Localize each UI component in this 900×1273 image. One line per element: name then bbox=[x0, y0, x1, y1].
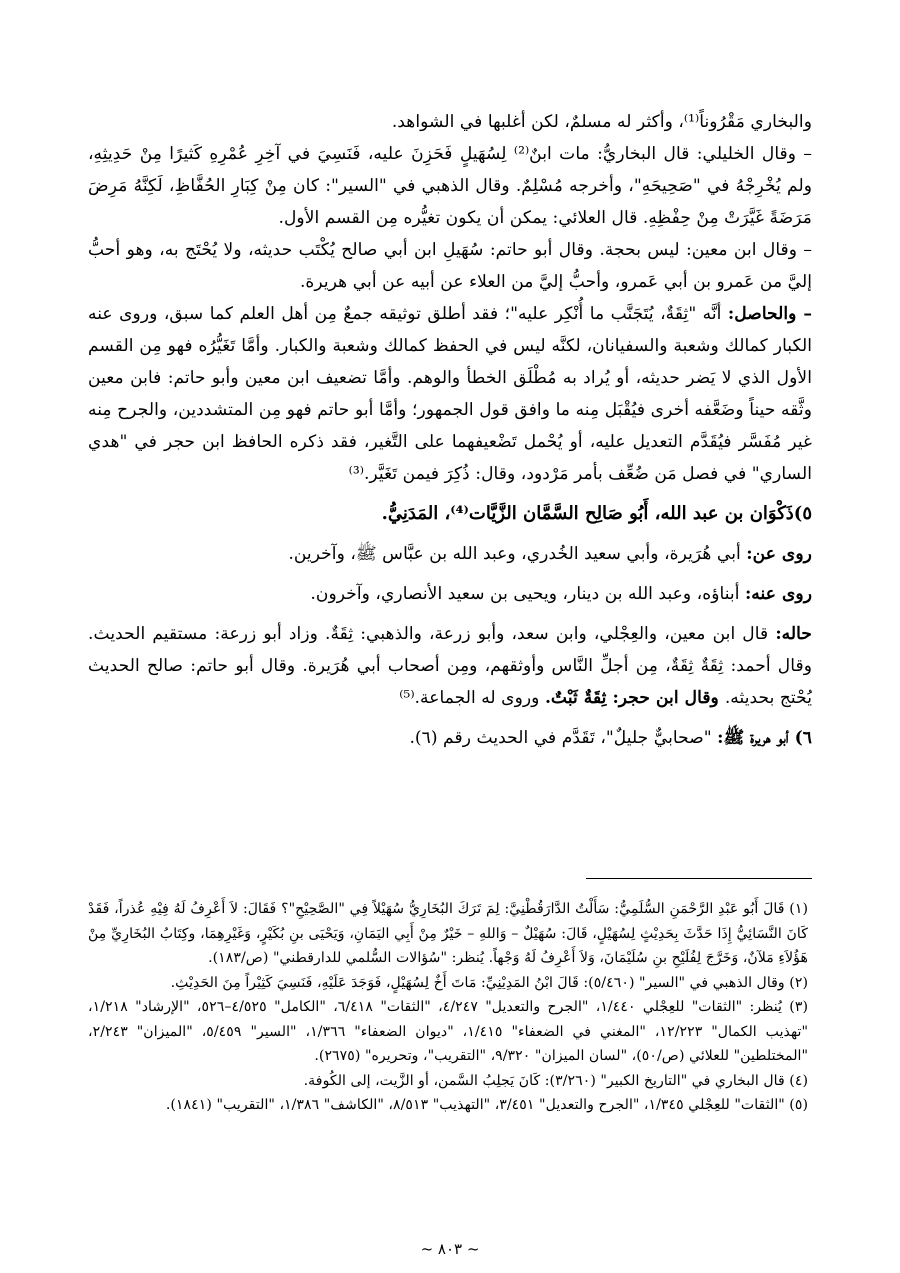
narrator-status-text: قال ابن معين، والعِجْلي، وابن سعد، وأبو زرعة، والذهبي: ثِقَةٌ. وزاد أبو زرعة: مستقيم الحديث. وقال أحمد: ثِقَةٌ ثِقَةٌ، مِن أجلِّ النَّاس وأوثقهم، ومِن أصحاب أبي هُرَيرة. وقال أبو حاتم: صالح الحديث يُحْتج بحديثه. bbox=[88, 624, 812, 708]
paragraph-4 bbox=[88, 298, 812, 490]
footnotes bbox=[88, 897, 808, 1118]
footnote-2: (٢) وقال الذهبي في "السير" (٥/٤٦٠): قَالَ ابْنُ المَدِيْنِيِّ: مَاتَ أَخٌ لِسُهَيْلٍ، فَوَجَدَ عَلَيْهِ، فَنَسِيَ كَثِيْراً مِنَ الحَدِيْثِ. bbox=[170, 974, 808, 991]
conclusion-text: أنَّه "ثِقَةٌ، يُتَجَنَّب ما أُنْكِر عليه"؛ فقد أطلق توثيقه جمعٌ مِن أهل العلم كما سبق، وروى عنه الكبار كمالك وشعبة والسفيانان، لكنَّه ليس في الحفظ كمالك وشعبة والكبار. وأمَّا تَغَيُّرُه فهو مِن القسم الأول الذي لا يَضر حديثه، أو يُراد به مُطْلَق الخطأ والوهم. وأمَّا تضعيف ابن معين وأبو حاتم: فابن معين وثَّقه حيناً وضَعَّفه أخرى فيُقْبَل مِنه ما وافق قول الجمهور؛ وأمَّا أبو حاتم فهو مِن المتشددين، والجرح مِنه غير مُفَسَّر فيُقَدَّم التعديل عليه، أو يُحْمل تَضْعيفهما على التَّغير، فقد ذكره الحافظ ابن حجر في "هدي الساري" في فصل مَن ضُعِّف بأمر مَرْدود، وقال: ذُكِرَ فيمن تَغَيَّر.⁽³⁾ bbox=[88, 304, 812, 484]
narrator-status-label: حاله: bbox=[775, 624, 812, 644]
narrated-by-text: أبناؤه، وعبد الله بن دينار، ويحيى بن سعيد الأنصاري، وآخرون. bbox=[310, 584, 745, 604]
next-narrator-label: ٦) أبو هريرة ﷺ: bbox=[717, 728, 812, 748]
page-number: ~ ٨٠٣ ~ bbox=[420, 1240, 480, 1258]
conclusion-label: – والحاصل: bbox=[727, 304, 812, 324]
footnote-4: (٤) قال البخاري في "التاريخ الكبير" (٣/٢٦٠): كَانَ يَجلِبُ السَّمن، أو الزَّيت، إلى الكُوفة. bbox=[303, 1072, 808, 1089]
ibn-hajar-verdict: وقال ابن حجر: ثِقَةٌ ثَبْتٌ. bbox=[544, 688, 725, 708]
paragraph-3: – وقال ابن معين: ليس بحجة. وقال أبو حاتم: سُهَيلِ ابن أبي صالح يُكْتَب حديثه، ولا يُحْتَج به، وهو أحبُّ إليَّ من عَمرو بن أبي عَمرو، وأحبُّ إليَّ من العلاء عن أبيه عن أبي هريرة. bbox=[88, 240, 812, 292]
footnote-5: (٥) "الثقات" للعِجْلي ١/٣٤٥، "الجرح والتعديل" ٣/٤٥١، "التهذيب" ٨/٥١٣، "الكاشف" ١/٣٨٦، "التقريب" (١٨٤١). bbox=[165, 1097, 808, 1113]
narrator-heading: ٥)ذَكْوَان بن عبد الله، أَبُو صَالِح السَّمَّان الزَّيَّات⁽⁴⁾، المَدَنِيُّ. bbox=[381, 503, 812, 524]
narrated-by-label: روى عنه: bbox=[744, 584, 812, 604]
footnote-1: (١) قَالَ أَبُو عَبْدِ الرَّحْمَنِ السُّلَمِيُّ: سَأَلْتُ الدَّارَقُطْنِيَّ: لِمَ تَرَكَ البُخَارِيُّ سُهَيْلاً فِي "الصَّحِيْحِ"؟ فَقَالَ: لاَ أَعْرِفُ لَهُ فِيْهِ عُذراً، فَقَدْ كَانَ النَّسَائِيُّ إِذَا حَدَّثَ بِحَدِيْثٍ لِسُهَيْلٍ، قَالَ: سُهَيْلٌ – وَاللهِ – خَيْرٌ مِنْ أَبِي اليَمَانِ، وَيَحْيَى بنِ بُكَيْرٍ، وَغَيْرِهِمَا، وكِتَابُ البُخَارِيِّ مِنْ هَؤُلاَءِ مَلآنٌ، وَخَرَّجَ لِفُلَيْحِ بنِ سُلَيْمَانَ، وَلاَ أَعْرِفُ لَهُ وَجْهاً. يُنظر: "سُؤالات السُّلمي للدارقطني" (ص/١٨٣). bbox=[88, 901, 808, 966]
footnote-divider bbox=[586, 878, 812, 879]
next-narrator bbox=[88, 722, 812, 754]
paragraph-2: – وقال الخليلي: قال البخاريُّ: مات ابنٌ⁽²⁾ لِسُهَيلٍ فَحَزِنَ عليه، فَنَسِيَ في آخِرِ عُمْرِهِ كَثيرًا مِنْ حَدِيثِهِ، ولم يُخْرِجْهُ في "صَحِيحَهِ"، وأخرجه مُسْلِمٌ. وقال الذهبي في "السير": كان مِنْ كِبَارِ الحُفَّاظِ، لَكِنَّهُ مَرِضَ مَرَضَةً غَيَّرَتْ مِنْ حِفْظِهِ. قال العلائي: يمكن أن يكون تغيُّره مِن القسم الأول. bbox=[88, 144, 812, 228]
main-text bbox=[88, 106, 812, 754]
narrator-status bbox=[88, 618, 812, 714]
narrated-from bbox=[88, 538, 812, 570]
narrated-from-text: أبي هُرَيرة، وأبي سعيد الخُدري، وعبد الله بن عبَّاس ﷺ، وآخرين. bbox=[288, 544, 747, 564]
footnote-3: (٣) يُنظر: "الثقات" للعِجْلي ١/٤٤٠، "الجرح والتعديل" ٤/٢٤٧، "الثقات" ٦/٤١٨، "الكامل" ٤/٥٢٥–٥٢٦، "الإرشاد" ١/٢١٨، "تهذيب الكمال" ١٢/٢٢٣، "المغني في الضعفاء" ١/٤١٥، "ديوان الضعفاء" ١/٣٦٦، "السير" ٥/٤٥٩، "الميزان" ٢/٢٤٣، "المختلطين" للعلائي (ص/٥٠)، "لسان الميزان" ٩/٣٢٠، "التقريب"، وتحريره" (٢٦٧٥). bbox=[88, 999, 809, 1064]
next-narrator-text: "صحابيٌّ جليلٌ"، تَقَدَّم في الحديث رقم (٦). bbox=[409, 728, 718, 748]
paragraph-1: والبخاري مَقْرُوناً⁽¹⁾، وأكثر له مسلمٌ، لكن أغلبها في الشواهد. bbox=[391, 112, 812, 132]
narrated-by bbox=[88, 578, 812, 610]
narrator-status-end: وروى له الجماعة.⁽⁵⁾ bbox=[399, 688, 545, 708]
narrated-from-label: روى عن: bbox=[746, 544, 812, 564]
